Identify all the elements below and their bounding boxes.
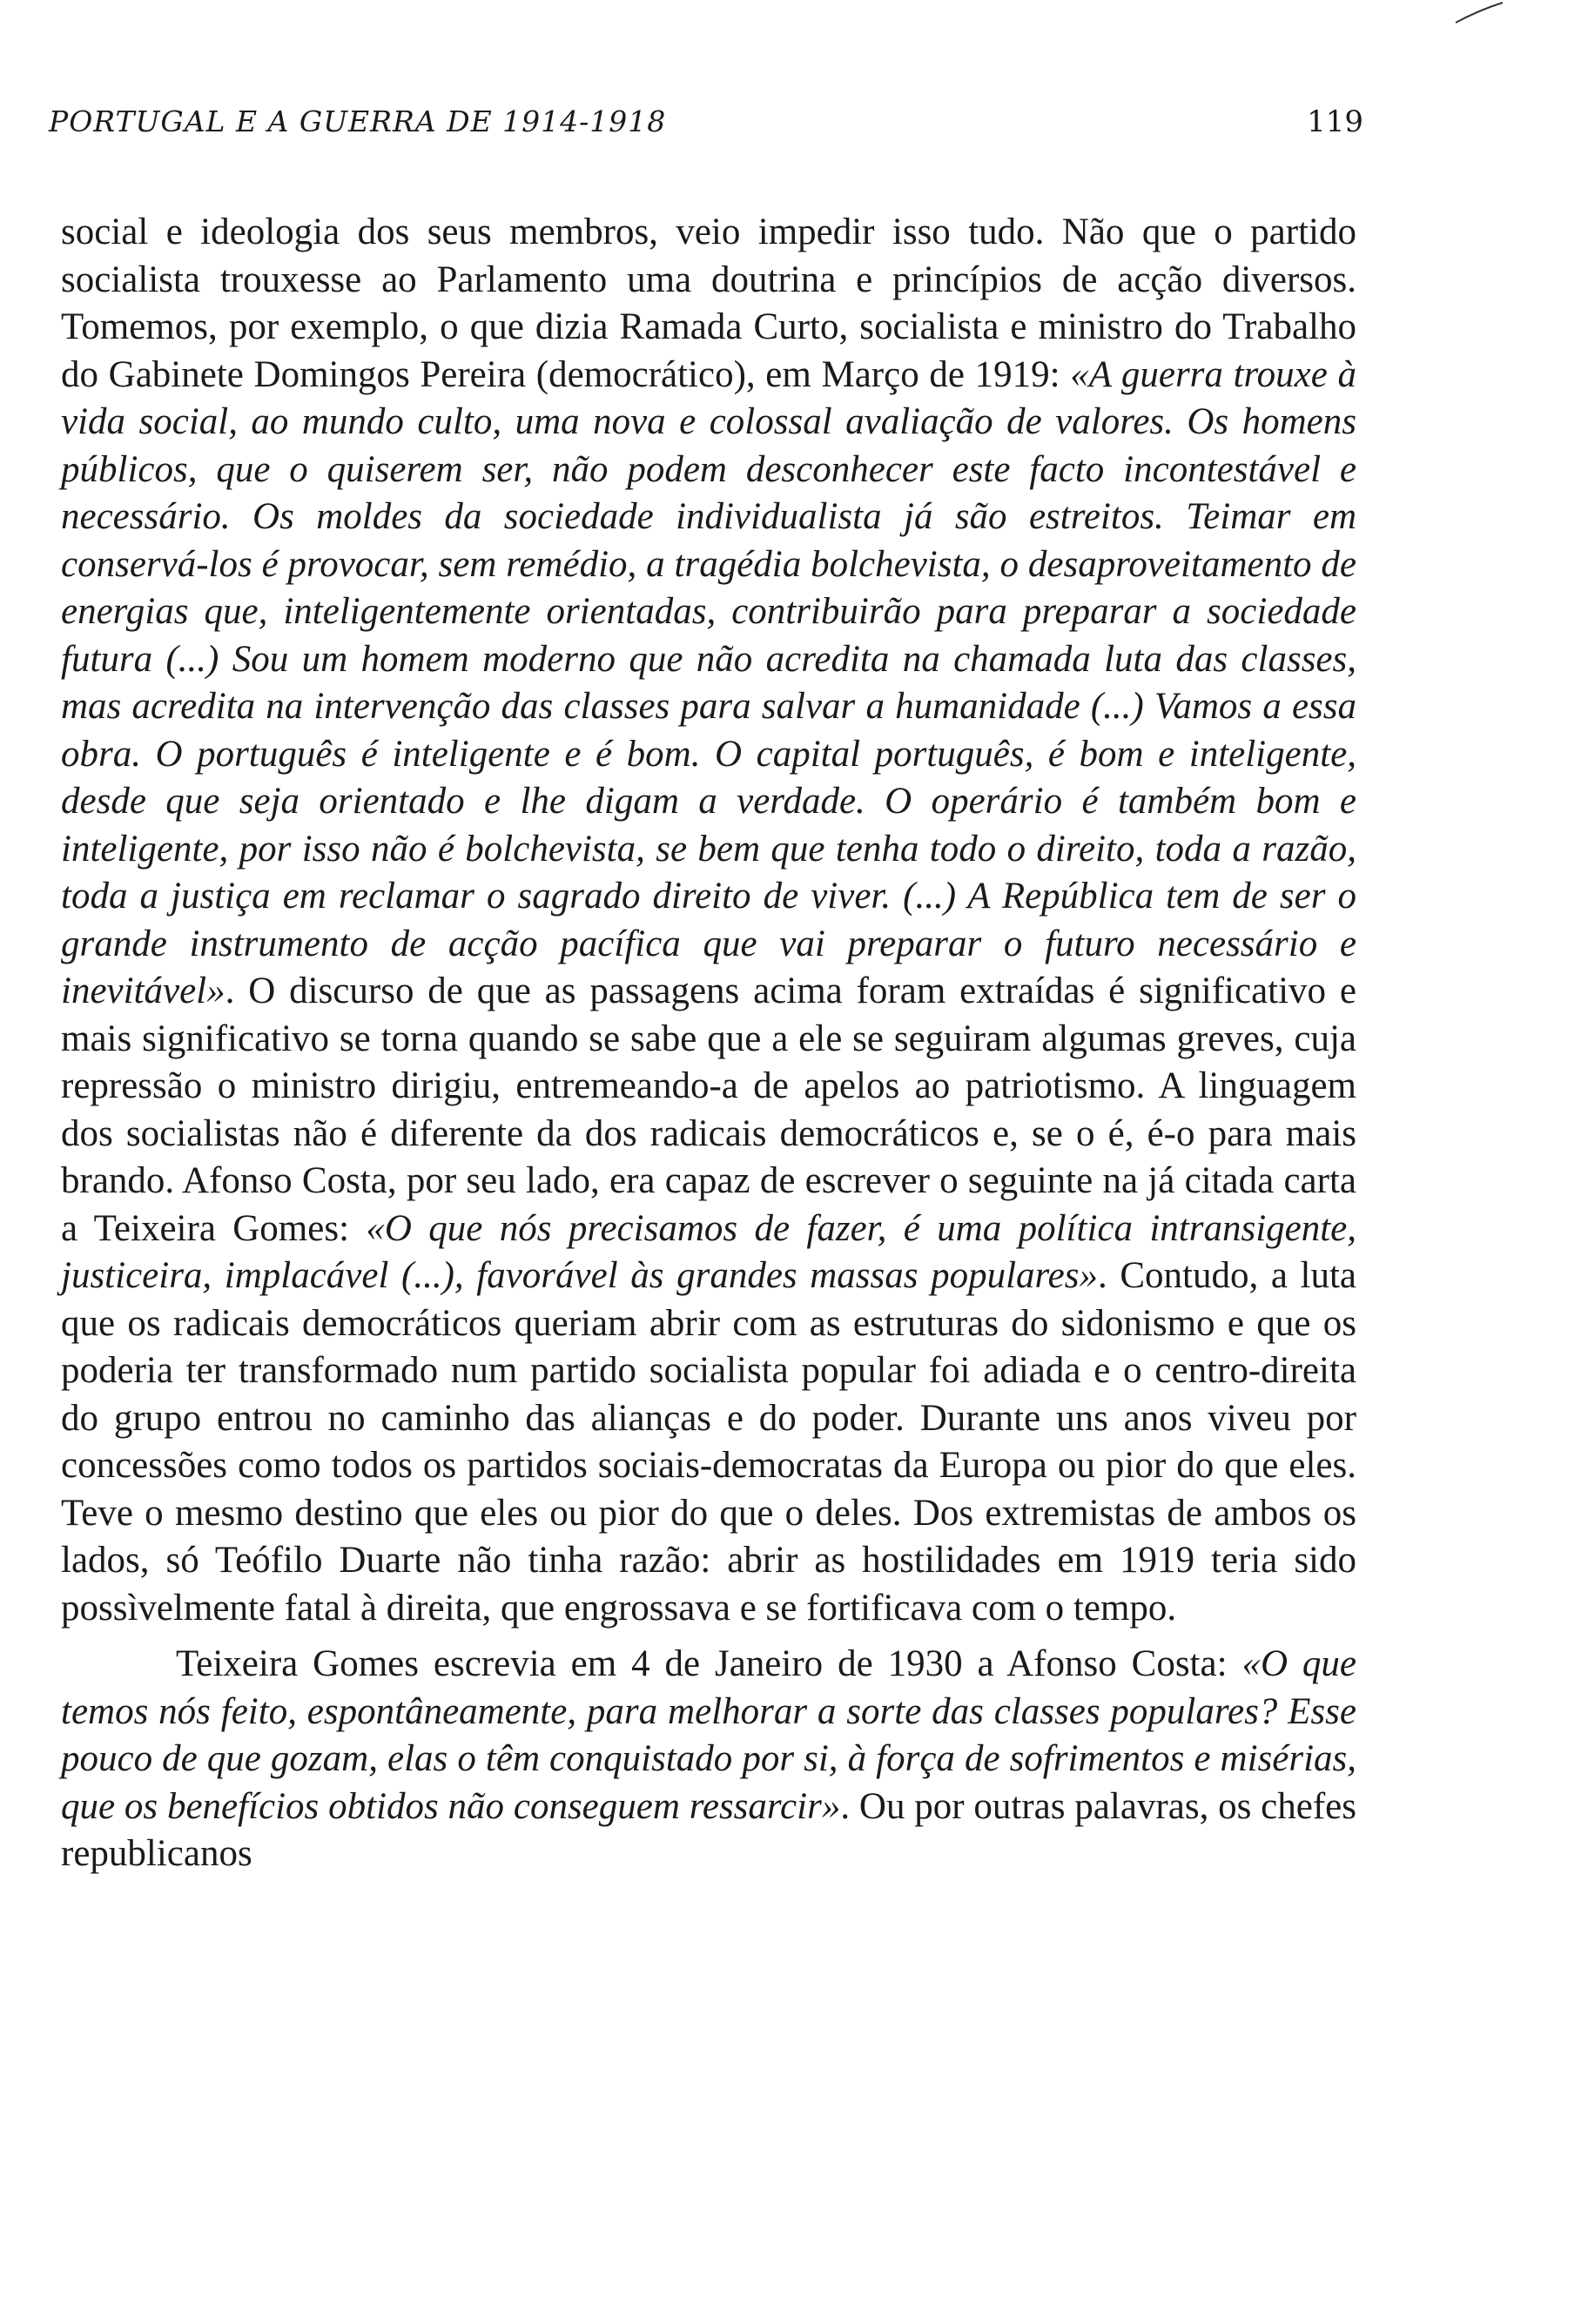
quotation-segment: «O que nós precisamos de fazer, é uma política intransigente, justiceira, implacável (...), favorável às grandes massas populares» [61,1207,1357,1296]
paragraph-1 [61,209,1356,1632]
pencil-mark [1454,0,1506,26]
text-segment: Teixeira Gomes escrevia em 4 de Janeiro de 1930 a Afonso Costa: [176,1643,1242,1684]
quotation-segment: «A guerra trouxe à vida social, ao mundo culto, uma nova e colossal avaliação de valores. Os homens públicos, que o quiserem ser, não podem desconhecer este facto incontestável e necessário. Os moldes da sociedade individualista já são estreitos. Teimar em conservá-los é provocar, sem remédio, a tragédia bolchevista, o desaproveitamento de energias que, inteligentemente orientadas, contribuirão para preparar a sociedade futura (...) Sou um homem moderno que não acredita na chamada luta das classes, mas acredita na intervenção das classes para salvar a humanidade (...) Vamos a essa obra. O português é inteligente e é bom. O capital português, é bom e inteligente, desde que seja orientado e lhe digam a verdade. O operário é também bom e inteligente, por isso não é bolchevista, se bem que tenha todo o direito, toda a razão, toda a justiça em reclamar o sagrado direito de viver. (...) A República tem de ser o grande instrumento de acção pacífica que vai preparar o futuro necessário e inevitável» [61,353,1356,1011]
running-title: PORTUGAL E A GUERRA DE 1914-1918 [49,104,667,138]
text-segment: . Ou por outras palavras, os chefes republicanos [61,1785,1356,1874]
text-segment: . Contudo, a luta que os radicais democráticos queriam abrir com as estruturas do sidonismo e que os poderia ter transformado num partido socialista popular foi adiada e o centro-direita do grupo entrou no caminho das alianças e do poder. Durante uns anos viveu por concessões como todos os partidos sociais-democratas da Europa ou pior do que eles. Teve o mesmo destino que eles ou pior do que o deles. Dos extremistas de ambos os lados, só Teófilo Duarte não tinha razão: abrir as hostilidades em 1919 teria sido possìvelmente fatal à direita, que engrossava e se fortificava com o tempo. [61,1255,1356,1629]
running-head [0,104,1588,148]
text-segment: social e ideologia dos seus membros, veio impedir isso tudo. Não que o partido socialista trouxesse ao Parlamento uma doutrina e princípios de acção diversos. Tomemos, por exemplo, o que dizia Ramada Curto, socialista e ministro do Trabalho do Gabinete Domingos Pereira (democrático), em Março de 1919: [61,212,1356,395]
page-number: 119 [1307,104,1363,139]
paragraph-2 [61,1641,1356,1878]
quotation-segment: «O que temos nós feito, espontâneamente, para melhorar a sorte das classes populares? Esse pouco de que gozam, elas o têm conquistado por si, à força de sofrimentos e misérias, que os benefícios obtidos não conseguem ressarcir» [61,1643,1357,1827]
body-text [61,209,1356,1878]
text-segment: . O discurso de que as passagens acima foram extraídas é significativo e mais significativo se torna quando se sabe que a ele se seguiram algumas greves, cuja repressão o ministro dirigiu, entremeando-a de apelos ao patriotismo. A linguagem dos socialistas não é diferente da dos radicais democráticos e, se o é, é-o para mais brando. Afonso Costa, por seu lado, era capaz de escrever o seguinte na já citada carta a Teixeira Gomes: [61,971,1356,1249]
